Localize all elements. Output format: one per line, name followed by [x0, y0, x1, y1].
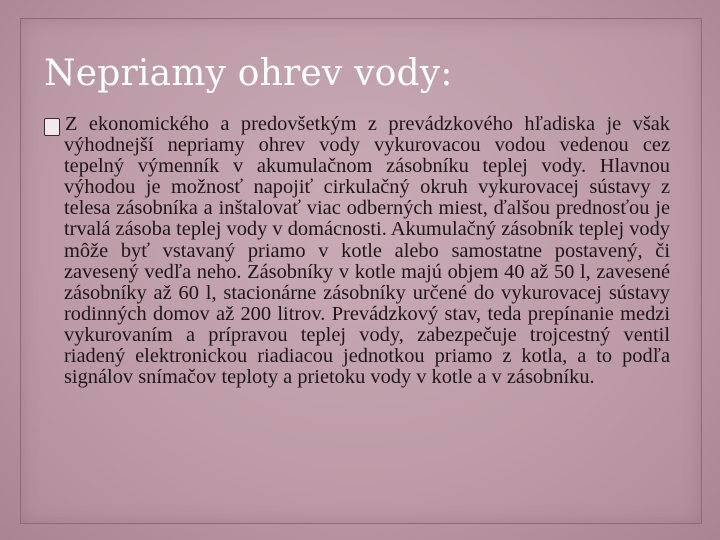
slide-body-text: Z ekonomického a predovšetkým z prevádzkového hľadiska je však výhodnejší nepriamy ohrev vody vykurovacou vodou vedenou cez tepelný výmenník v akumulačnom zásobníku teplej vody. Hlavnou výhodou je možnosť napojiť cirkulačný okruh vykurovacej sústavy z telesa zásobníka a inštalovať viac odberných miest, ďalšou prednosťou je trvalá zásoba teplej vody v domácnosti. Akumulačný zásobník teplej vody môže byť vstavaný priamo v kotle alebo samostatne postavený, či zavesený vedľa neho. Zásobníky v kotle majú objem 40 až 50 l, zavesené zásobníky až 60 l, stacionárne zásobníky určené do vykurovacej sústavy rodinných domov až 200 litrov. Prevádzkový stav, teda prepínanie medzi vykurovaním a prípravou teplej vody, zabezpečuje trojcestný ventil riadený elektronickou riadiacou jednotkou priamo z kotla, a to podľa signálov snímačov teploty a prietoku vody v kotle a v zásobníku.	[64, 113, 670, 389]
slide-title: Nepriamy ohrev vody:	[44, 53, 453, 94]
square-bullet-icon	[44, 118, 60, 136]
